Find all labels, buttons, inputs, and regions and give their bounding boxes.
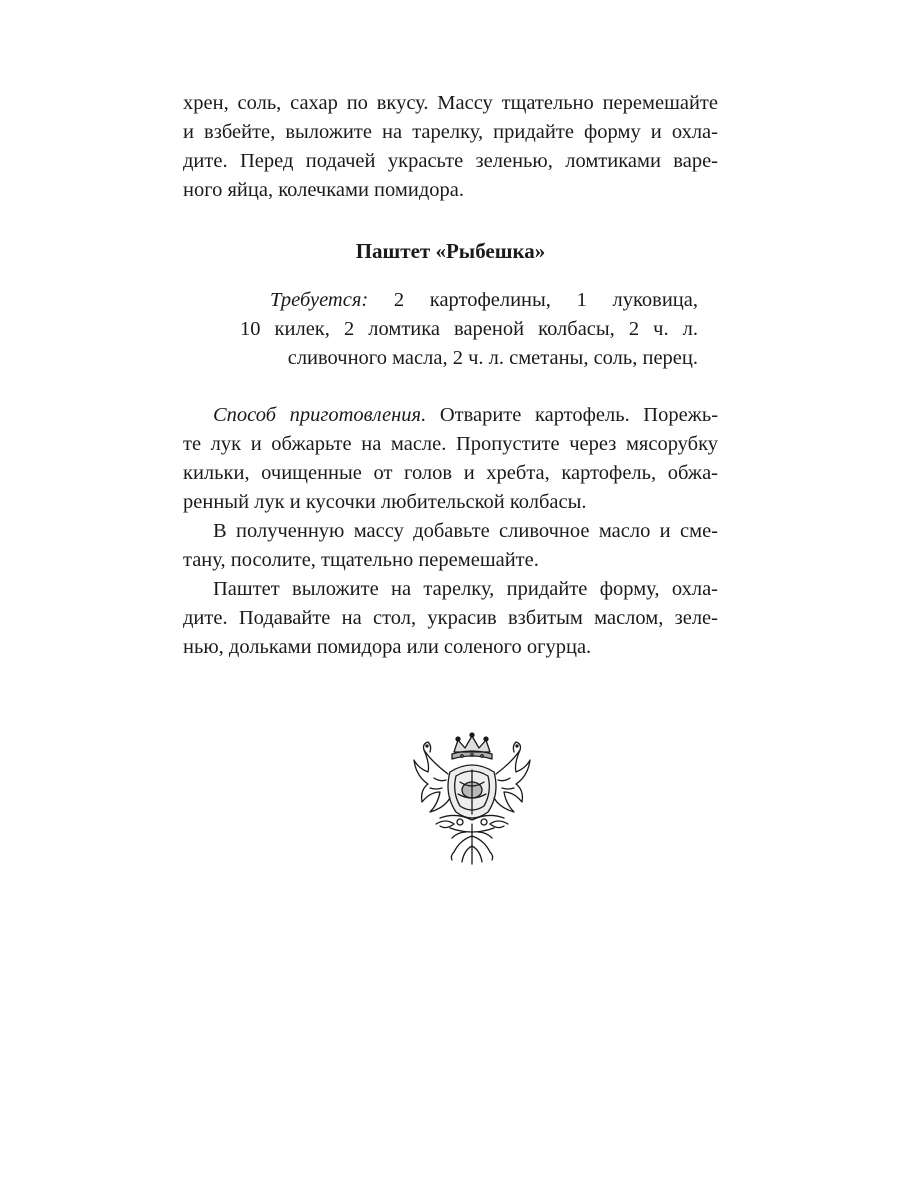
- method-line: кильки, очищенные от голов и хребта, картофель, обжа-: [183, 462, 718, 484]
- method-line: В полученную массу добавьте сливочное масло и сме-: [213, 520, 718, 542]
- ingredients-line: [240, 286, 698, 315]
- ingredients-label: Требуется:: [270, 289, 369, 311]
- crown-icon: [452, 733, 492, 759]
- ingredients-text: 2 картофелины, 1 луковица,: [393, 289, 698, 311]
- recipe-title: Паштет «Рыбешка»: [355, 239, 546, 263]
- method-line: Паштет выложите на тарелку, придайте форму, охла-: [213, 578, 718, 600]
- method-line: тану, посолите, тщательно перемешайте.: [183, 549, 539, 571]
- ingredients-line: 10 килек, 2 ломтика вареной колбасы, 2 ч. л.: [240, 318, 698, 340]
- ingredients-block: [240, 286, 698, 373]
- method-line: ренный лук и кусочки любительской колбасы.: [183, 491, 587, 513]
- crest-ornament-icon: [410, 732, 534, 868]
- text-line: хрен, соль, сахар по вкусу. Массу тщательно перемешайте: [183, 92, 718, 114]
- method-block: [183, 401, 718, 662]
- method-label: Способ приготовления.: [213, 404, 427, 426]
- method-line: нью, дольками помидора или соленого огурца.: [183, 636, 592, 658]
- method-line: дите. Подавайте на стол, украсив взбитым маслом, зеле-: [183, 607, 718, 629]
- method-line: [183, 401, 718, 430]
- method-line: те лук и обжарьте на масле. Пропустите через мясорубку: [183, 433, 718, 455]
- method-text: Отварите картофель. Порежь-: [439, 404, 719, 426]
- left-griffin-icon: [414, 742, 450, 812]
- shield-icon: [448, 765, 496, 818]
- text-line: дите. Перед подачей украсьте зеленью, ломтиками варе-: [183, 150, 718, 172]
- text-line: и взбейте, выложите на тарелку, придайте форму и охла-: [183, 121, 718, 143]
- right-griffin-icon: [494, 742, 530, 812]
- ingredients-line: сливочного масла, 2 ч. л. сметаны, соль, перец.: [287, 347, 698, 369]
- text-line: ного яйца, колечками помидора.: [183, 179, 464, 201]
- previous-recipe-continuation: [183, 89, 718, 205]
